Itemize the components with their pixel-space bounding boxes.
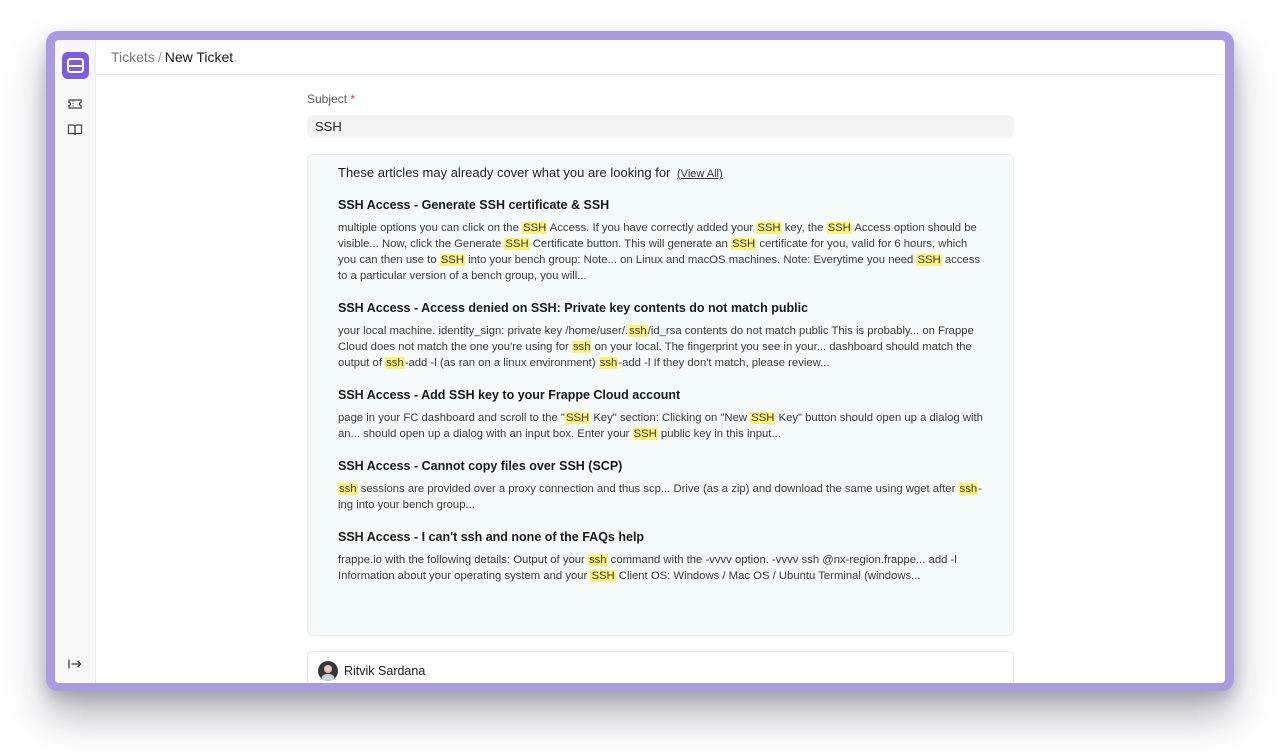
article-title: SSH Access - I can't ssh and none of the FAQs help (338, 530, 645, 544)
search-highlight: SSH (591, 570, 615, 582)
search-highlight: SSH (633, 428, 657, 440)
comment-box[interactable] (307, 651, 1014, 683)
article-item[interactable] (338, 459, 983, 513)
breadcrumb (111, 49, 233, 65)
breadcrumb-separator: / (157, 49, 162, 65)
search-highlight: ssh (339, 483, 357, 495)
breadcrumb-tickets-link[interactable]: Tickets (111, 49, 155, 65)
search-highlight: SSH (440, 254, 464, 266)
search-highlight: SSH (917, 254, 941, 266)
search-highlight: ssh (959, 483, 978, 495)
subject-label (307, 92, 1014, 107)
article-title: SSH Access - Cannot copy files over SSH (SCP) (338, 459, 623, 473)
search-highlight: SSH (565, 412, 590, 424)
article-item[interactable] (338, 530, 983, 584)
logo-icon[interactable] (62, 52, 89, 79)
article-item[interactable] (338, 388, 983, 442)
article-snippet: ssh sessions are provided over a proxy connection and thus scp... Drive (as a zip) and download the same using wget after ssh-ing into your bench group... (338, 483, 982, 511)
ticket-icon[interactable] (67, 96, 83, 112)
search-highlight: ssh (588, 554, 607, 566)
suggested-articles-heading (338, 165, 983, 181)
article-title: SSH Access - Generate SSH certificate & SSH (338, 198, 610, 212)
article-snippet: multiple options you can click on the SSH Access. If you have correctly added your SSH key, the SSH Access option should be visible... Now, click the Generate SSH Certificate button. This will generate an SSH certificate for you, valid for 6 hours, which you can then use to SSH into your bench group: Note... on Linux and macOS machines. Note: Everytime you need SSH access to a particular version of a bench group, you will... (338, 222, 981, 282)
article-title: SSH Access - Access denied on SSH: Private key contents do not match public (338, 301, 809, 315)
suggested-articles-panel (307, 154, 1014, 636)
new-ticket-form (307, 92, 1014, 636)
search-highlight: SSH (505, 238, 529, 250)
search-highlight: ssh (599, 357, 618, 369)
article-snippet: your local machine. identity_sign: private key /home/user/.ssh/id_rsa contents do not match public This is probably... on Frappe Cloud does not match the one you're using for ssh on your local. The fingerprint you see in your... dashboard should match the output of ssh-add -l (as ran on a linux environment) ssh-add -l If they don't match, please review... (338, 325, 974, 369)
commenter-name: Ritvik Sardana (344, 664, 426, 678)
subject-label-text: Subject (307, 92, 348, 106)
search-highlight: SSH (731, 238, 756, 250)
article-item[interactable] (338, 301, 983, 371)
required-marker: * (350, 92, 356, 106)
search-highlight: ssh (629, 325, 647, 337)
view-all-link[interactable]: (View All) (677, 168, 723, 180)
search-highlight: SSH (751, 412, 775, 424)
app-window (55, 40, 1225, 683)
search-highlight: SSH (827, 222, 851, 234)
search-highlight: ssh (572, 341, 591, 353)
suggested-articles-heading-text: These articles may already cover what you are looking for (338, 165, 671, 180)
subject-input[interactable] (307, 115, 1014, 138)
article-title: SSH Access - Add SSH key to your Frappe Cloud account (338, 388, 681, 402)
sidebar (55, 40, 96, 683)
book-icon[interactable] (67, 122, 83, 138)
search-highlight: SSH (757, 222, 781, 234)
article-snippet: page in your FC dashboard and scroll to the "SSH Key" section: Clicking on "New SSH Key" button should open up a dialog with an... should open up a dialog with an input box. Enter your SSH public key in this input... (338, 412, 983, 440)
search-highlight: SSH (523, 222, 547, 234)
search-highlight: ssh (386, 357, 404, 369)
article-snippet: frappe.io with the following details: Output of your ssh command with the -vvvv option. -vvvv ssh @nx-region.frappe... add -l Information about your operating system and your SSH Client OS: Windows / Mac OS / Ubuntu Terminal (windows... (338, 554, 957, 582)
article-item[interactable] (338, 198, 983, 284)
article-list (338, 198, 983, 584)
collapse-sidebar-icon[interactable] (67, 656, 83, 672)
page-header (96, 40, 1225, 75)
avatar (318, 661, 338, 681)
breadcrumb-current-page: New Ticket (164, 49, 234, 65)
